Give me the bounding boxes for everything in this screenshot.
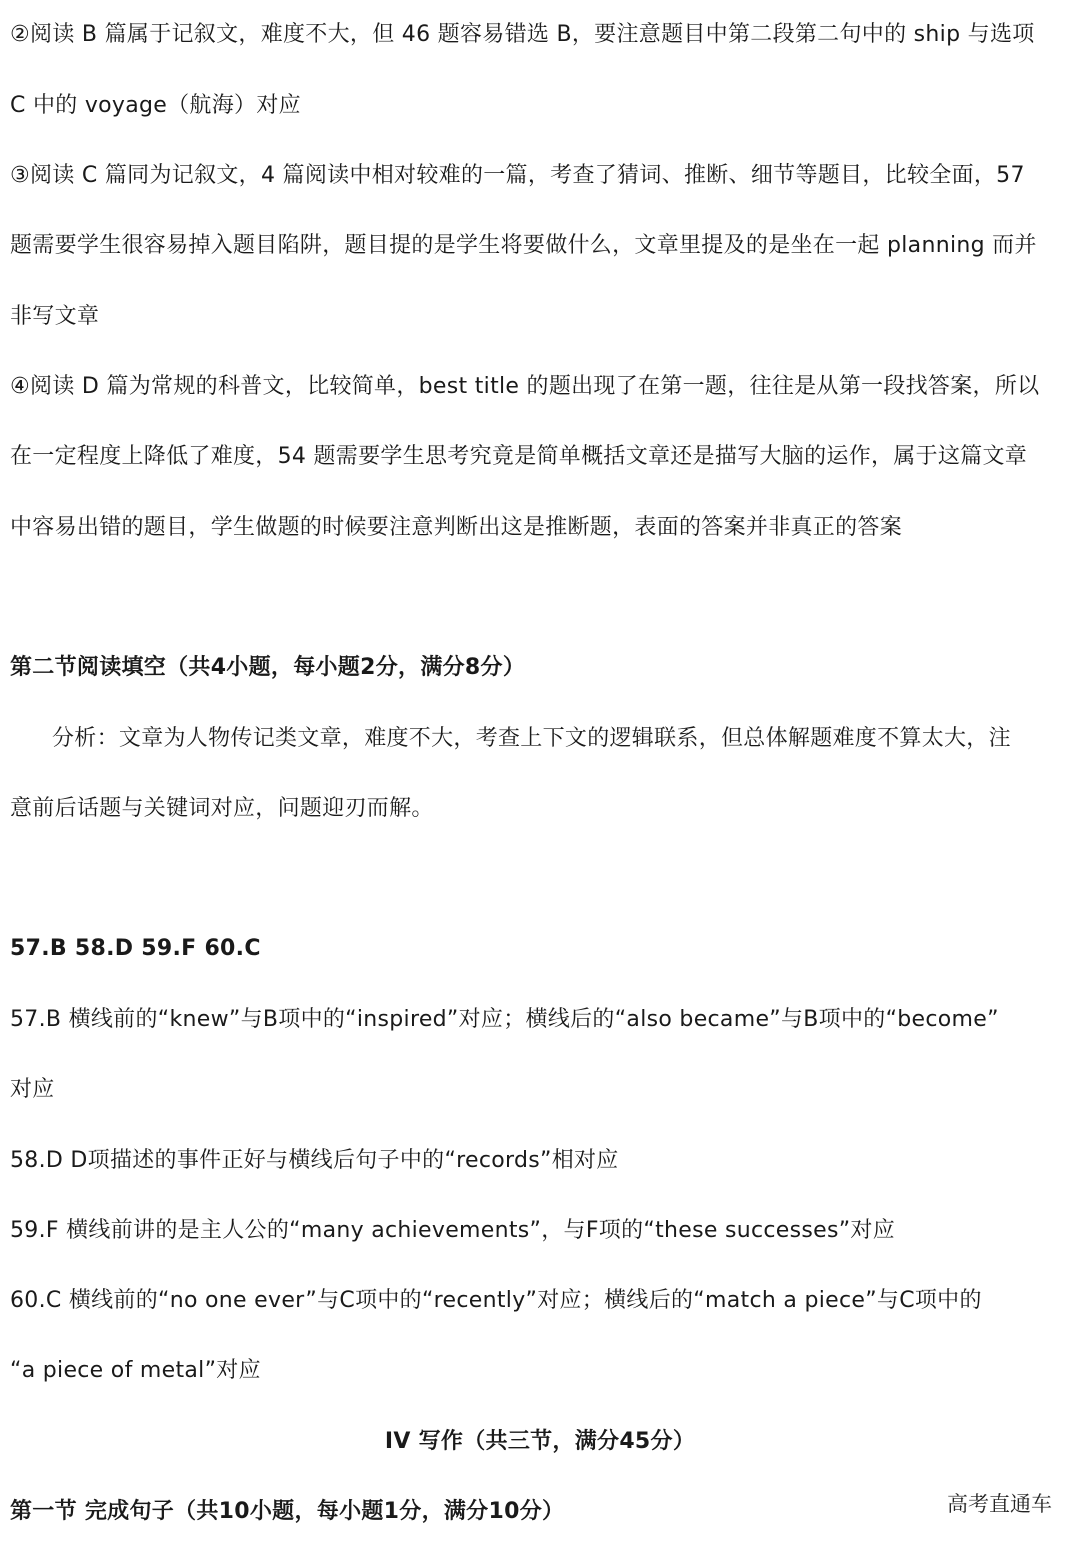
- subsection-heading: 第一节 完成句子（共10小题，每小题1分，满分10分）: [10, 1499, 565, 1524]
- section-title: IV 写作（共三节，满分45分）: [384, 1429, 696, 1454]
- explanation-line: 60.C 横线前的“no one ever”与C项中的“recently”对应；横线后的“match a piece”与C项中的: [10, 1288, 982, 1313]
- analysis-line: 分析：文章为人物传记类文章，难度不大，考查上下文的逻辑联系，但总体解题难度不算太大，注: [52, 726, 1011, 751]
- explanation-line: 57.B 横线前的“knew”与B项中的“inspired”对应；横线后的“also became”与B项中的“become”: [10, 1007, 999, 1032]
- analysis-line: 意前后话题与关键词对应，问题迎刃而解。: [10, 796, 434, 821]
- paragraph-line: 非写文章: [10, 304, 100, 329]
- paragraph-line: ②阅读 B 篇属于记叙文，难度不大，但 46 题容易错选 B，要注意题目中第二段第二句中的 ship 与选项: [10, 22, 1035, 47]
- paragraph-line: ④阅读 D 篇为常规的科普文，比较简单，best title 的题出现了在第一题，往往是从第一段找答案，所以: [10, 374, 1040, 399]
- paragraph-line: 中容易出错的题目，学生做题的时候要注意判断出这是推断题，表面的答案并非真正的答案: [10, 515, 903, 540]
- explanation-line: 58.D D项描述的事件正好与横线后句子中的“records”相对应: [10, 1148, 619, 1173]
- paragraph-line: C 中的 voyage（航海）对应: [10, 93, 301, 118]
- explanation-line: 对应: [10, 1077, 55, 1102]
- paragraph-line: ③阅读 C 篇同为记叙文，4 篇阅读中相对较难的一篇，考查了猜词、推断、细节等题目，比较全面，57: [10, 163, 1025, 188]
- section-heading: 第二节阅读填空（共4小题，每小题2分，满分8分）: [10, 655, 526, 680]
- explanation-line: 59.F 横线前讲的是主人公的“many achievements”，与F项的“these successes”对应: [10, 1218, 896, 1243]
- explanation-line: “a piece of metal”对应: [10, 1358, 261, 1383]
- watermark-text: 高考直通车: [947, 1492, 1052, 1516]
- paragraph-line: 在一定程度上降低了难度，54 题需要学生思考究竟是简单概括文章还是描写大脑的运作，属于这篇文章: [10, 444, 1028, 469]
- answer-key: 57.B 58.D 59.F 60.C: [10, 936, 261, 961]
- paragraph-line: 题需要学生很容易掉入题目陷阱，题目提的是学生将要做什么，文章里提及的是坐在一起 planning 而并: [10, 233, 1037, 258]
